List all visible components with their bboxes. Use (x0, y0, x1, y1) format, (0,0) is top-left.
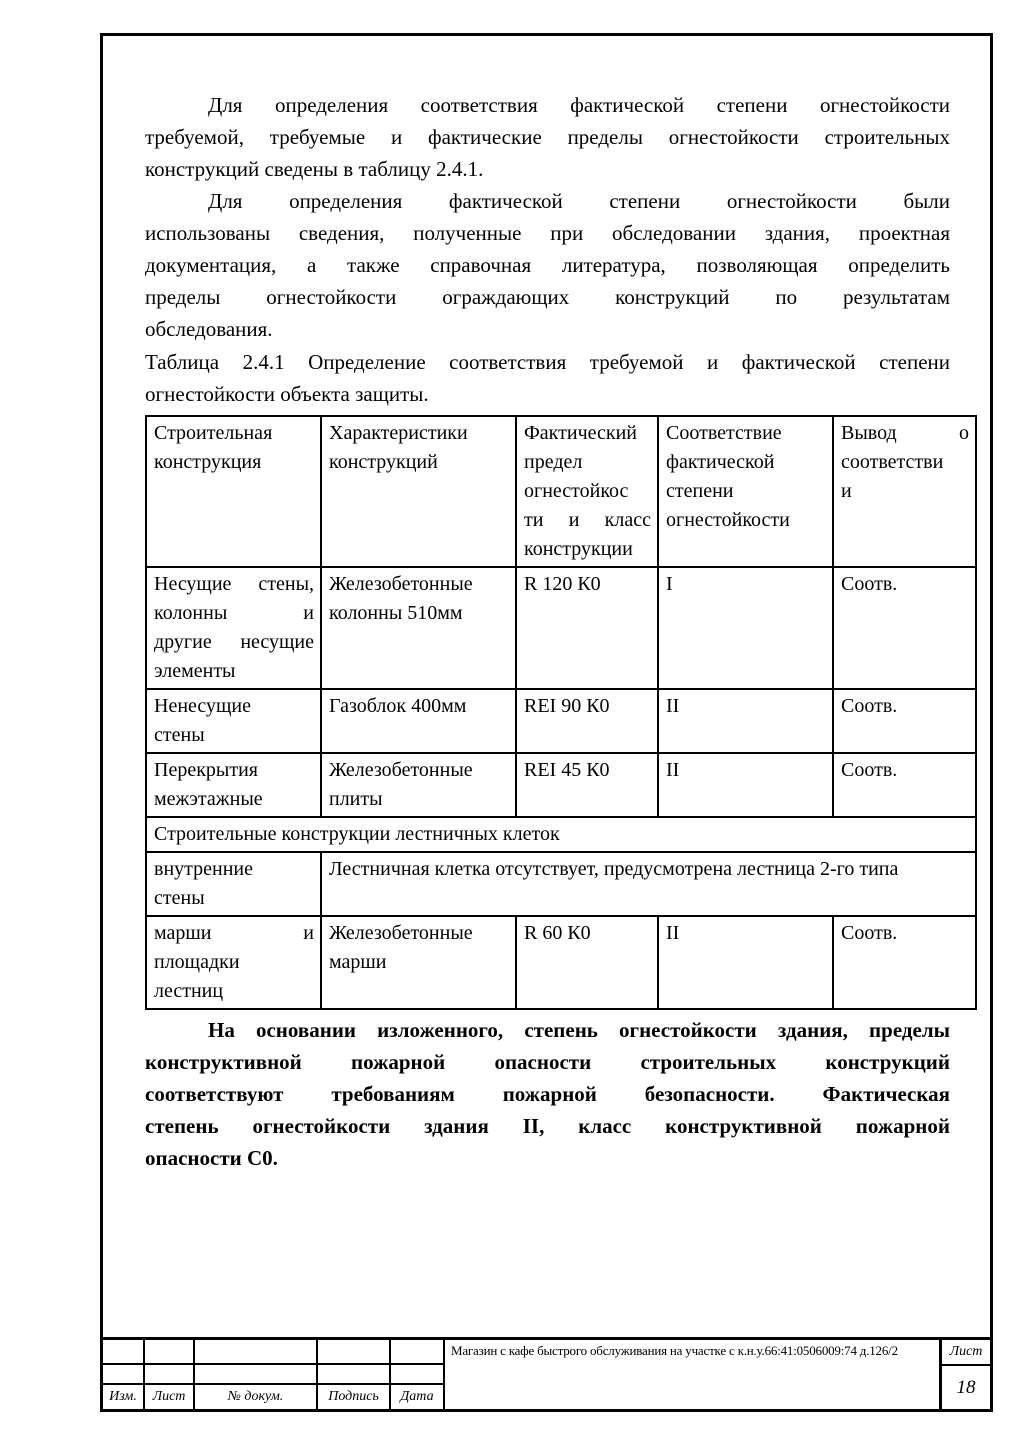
cell-degree: I (658, 567, 833, 689)
titleblock (100, 1337, 993, 1412)
titleblock-empty-cell (103, 1365, 145, 1385)
header-conclusion: Вывод о соответстви и (833, 416, 976, 567)
titleblock-empty-cell (391, 1340, 445, 1365)
titleblock-label-date: Дата (391, 1385, 445, 1409)
titleblock-label-list: Лист (145, 1385, 195, 1409)
body-paragraph-1: Для определения соответствия фактической степени огнестойкости требуемой, требуемые и фактические пределы огнестойкости строительных конструкций сведены в таблицу 2.4.1. (145, 93, 950, 181)
table-section-row (146, 817, 976, 852)
titleblock-revision-grid (103, 1340, 445, 1409)
table-row-stair-flights (146, 916, 976, 1009)
table-row-floor-slabs (146, 753, 976, 817)
sheet-label: Лист (942, 1340, 990, 1366)
cell-construction: Несущие стены, колонны и другие несущие элементы (146, 567, 321, 689)
cell-characteristics: Железобетонные колонны 510мм (321, 567, 516, 689)
titleblock-label-signature: Подпись (318, 1385, 391, 1409)
fire-resistance-table (145, 415, 977, 1010)
conclusion-paragraph: На основании изложенного, степень огнестойкости здания, пределы конструктивной пожарной опасности строительных конструкций соответствуют требованиям пожарной безопасности. Фактическая степень огнестойкости здания II, класс конструктивной пожарной опасности С0. (145, 1018, 950, 1170)
header-fire-limit: Фактический предел огнестойкос ти и класс конструкции (516, 416, 658, 567)
header-degree: Соответствие фактической степени огнестойкости (658, 416, 833, 567)
titleblock-empty-cell (391, 1365, 445, 1385)
cell-construction: внутренние стены (146, 852, 321, 916)
cell-fire-limit: REI 90 К0 (516, 689, 658, 753)
cell-fire-limit: R 60 К0 (516, 916, 658, 1009)
cell-degree: II (658, 916, 833, 1009)
cell-construction: марши и площадки лестниц (146, 916, 321, 1009)
titleblock-label-izm: Изм. (103, 1385, 145, 1409)
cell-characteristics: Железобетонные плиты (321, 753, 516, 817)
cell-characteristics: Газоблок 400мм (321, 689, 516, 753)
cell-fire-limit: R 120 К0 (516, 567, 658, 689)
titleblock-empty-cell (145, 1340, 195, 1365)
page-content (103, 36, 990, 1174)
cell-inner-walls-note: Лестничная клетка отсутствует, предусмотрена лестница 2-го типа (321, 852, 976, 916)
titleblock-sheet-cell (939, 1340, 990, 1409)
titleblock-empty-cell (195, 1340, 318, 1365)
titleblock-empty-cell (318, 1365, 391, 1385)
cell-fire-limit: REI 45 К0 (516, 753, 658, 817)
titleblock-empty-cell (195, 1365, 318, 1385)
table-row-inner-walls (146, 852, 976, 916)
titleblock-empty-cell (103, 1340, 145, 1365)
sheet-number: 18 (956, 1376, 976, 1398)
page-frame (100, 33, 993, 1412)
table-row-bearing-walls (146, 567, 976, 689)
cell-conclusion: Соотв. (833, 753, 976, 817)
table-row-nonbearing-walls (146, 689, 976, 753)
body-paragraph-2: Для определения фактической степени огнестойкости были использованы сведения, полученные при обследовании здания, проектная документация, а также справочная литература, позволяющая определить пределы огнестойкости ограждающих конструкций по результатам обследования. (145, 189, 950, 341)
header-characteristics: Характеристики конструкций (321, 416, 516, 567)
section-row-label: Строительные конструкции лестничных клеток (146, 817, 976, 852)
titleblock-empty-cell (318, 1340, 391, 1365)
cell-conclusion: Соотв. (833, 916, 976, 1009)
cell-degree: II (658, 753, 833, 817)
cell-construction: Перекрытия межэтажные (146, 753, 321, 817)
table-header-row (146, 416, 976, 567)
table-caption: Таблица 2.4.1 Определение соответствия требуемой и фактической степени огнестойкости объекта защиты. (145, 350, 950, 406)
titleblock-title-cell (445, 1340, 939, 1409)
cell-conclusion: Соотв. (833, 567, 976, 689)
titleblock-label-doc-number: № докум. (195, 1385, 318, 1409)
cell-conclusion: Соотв. (833, 689, 976, 753)
cell-construction: Ненесущие стены (146, 689, 321, 753)
titleblock-empty-cell (145, 1365, 195, 1385)
header-construction: Строительная конструкция (146, 416, 321, 567)
cell-degree: II (658, 689, 833, 753)
cell-characteristics: Железобетонные марши (321, 916, 516, 1009)
document-title: Магазин с кафе быстрого обслуживания на участке с к.н.у.66:41:0506009:74 д.126/2 (451, 1343, 898, 1358)
